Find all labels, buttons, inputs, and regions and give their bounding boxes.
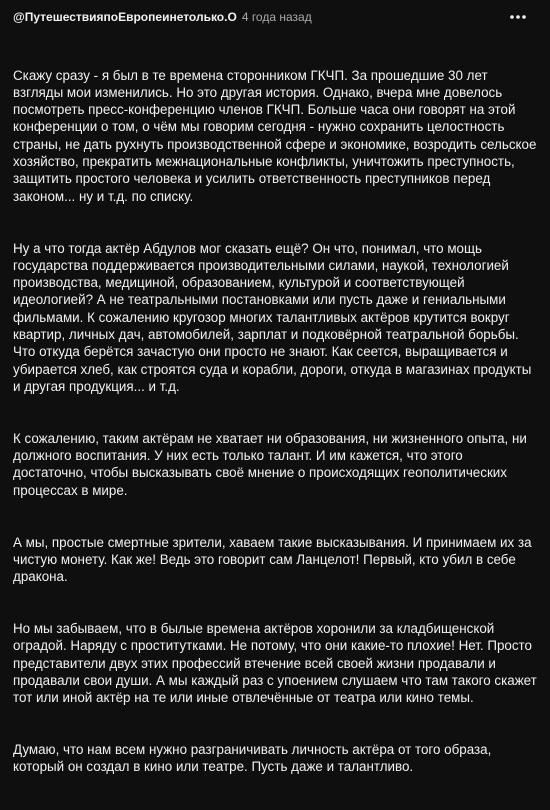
comment-paragraph: А мы, простые смертные зрители, хаваем такие высказывания. И принимаем их за чистую монету. Как же! Ведь это говорит сам Ланцелот! Первый, кто убил в себе дракона.	[13, 534, 536, 585]
comment-timestamp[interactable]: 4 года назад	[241, 10, 312, 24]
comment-paragraph: Ну а что тогда актёр Абдулов мог сказать ещё? Он что, понимал, что мощь государства поддерживается производительными силами, наукой, технологией производства, медициной, образованием, культурой и соответствующей идеологией? А не театральными постановками или пусть даже и гениальными фильмами. К сожалению кругозор многих талантливых актёров крутится вокруг квартир, личных дач, автомобилей, зарплат и подковёрной театральной борьбы. Что откуда берётся зачастую они просто не знают. Как сеется, выращивается и убирается хлеб, как строятся суда и корабли, дороги, откуда в магазинах продукты и другая продукция... и т.д.	[13, 240, 536, 394]
comment-header	[13, 6, 538, 28]
more-horizontal-icon-svg	[510, 15, 526, 19]
comment-paragraph: Скажу сразу - я был в те времена сторонником ГКЧП. За прошедшие 30 лет взгляды мои изменились. Но это другая история. Однако, вчера мне довелось посмотреть пресс-конференцию членов ГКЧП. Больше часа они говорят на этой конференции о том, о чём мы говорим сегодня - нужно сохранить целостность страны, не дать рухнуть производственной сфере и экономике, возродить сельское хозяйство, прекратить межнациональные конфликты, уничтожить преступность, защитить простого человека и усилить ответственность преступников перед законом... ну и т.д. по списку.	[13, 67, 541, 204]
comment-thread	[13, 6, 541, 810]
comment-paragraph: Думаю, что нам всем нужно разграничивать личность актёра от того образа, который он создал в кино или театре. Пусть даже и талантливо.	[13, 742, 496, 775]
comment-paragraph: К сожалению, таким актёрам не хватает ни образования, ни жизненного опыта, ни должного воспитания. У них есть только талант. И им кажется, что этого достаточно, чтобы высказывать своё мнение о происходящих геополитических процессах в мире.	[13, 430, 531, 498]
comment-paragraph: Но мы забываем, что в былые времена актёров хоронили за кладбищенской оградой. Наряду с проститутками. Не потому, что они какие-то плохие! Нет. Просто представители двух этих профессий втечение всей своей жизни продавали и продавали свои души. А мы каждый раз с упоением слушаем что там такого скажет тот или иной актёр на те или иные отвлечённые от театра или кино темы.	[13, 621, 541, 706]
comment-author[interactable]: @ПутешествияпоЕвропеинетолько.О	[13, 10, 237, 24]
comment-text	[13, 32, 541, 810]
more-horizontal-icon[interactable]	[506, 8, 530, 26]
